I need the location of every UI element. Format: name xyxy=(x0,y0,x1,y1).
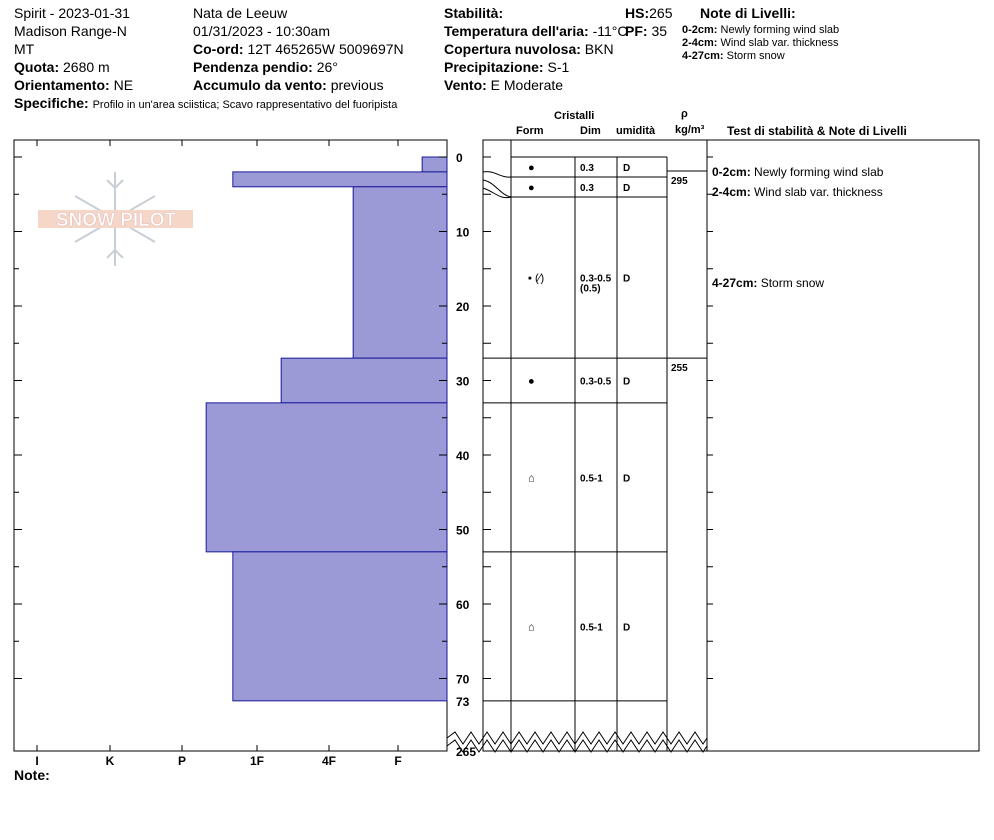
datetime: 01/31/2023 - 10:30am xyxy=(193,23,330,39)
crystal-size-secondary: (0.5) xyxy=(580,283,601,295)
density-value: 295 xyxy=(671,176,688,187)
crystal-form-symbol: ▪ (⁄) xyxy=(528,272,545,285)
depth-tick-label: 30 xyxy=(456,374,470,389)
crystal-size: 0.3-0.5 xyxy=(580,273,612,285)
crystal-moisture: D xyxy=(623,473,631,485)
range-name: Madison Range-N xyxy=(14,23,127,39)
hardness-bar xyxy=(233,552,447,701)
note-label: Note: xyxy=(14,767,50,783)
crystal-moisture: D xyxy=(623,163,631,174)
crystal-moisture: D xyxy=(623,622,631,634)
hardness-axis xyxy=(35,754,401,768)
hardness-tick-label: K xyxy=(105,754,115,768)
hardness-bars xyxy=(206,157,447,701)
crystal-size: 0.3 xyxy=(580,183,594,194)
depth-tick-label: 50 xyxy=(456,523,470,538)
layer-note: 2-4cm: Wind slab var. thickness xyxy=(682,37,839,49)
precipitation: Precipitazione: S-1 xyxy=(444,59,570,75)
crystal-moisture: D xyxy=(623,376,631,388)
depth-tick-label: 70 xyxy=(456,672,470,687)
observer-line: Spirit - 2023-01-31 xyxy=(14,5,130,21)
elevation: Quota: 2680 m xyxy=(14,59,110,75)
depth-tick-label: 0 xyxy=(456,151,463,165)
crystal-form-symbol: ⌂ xyxy=(528,472,535,485)
crystal-size: 0.3 xyxy=(580,163,594,174)
hs: HS:265 xyxy=(625,5,673,21)
layer-note: 4-27cm: Storm snow xyxy=(682,50,785,62)
stability-notes-header: Test di stabilità & Note di Livelli xyxy=(727,124,907,138)
air-temp: Temperatura dell'aria: -11°C xyxy=(444,23,628,39)
wind-loading: Accumulo da vento: previous xyxy=(193,77,384,93)
crystal-size: 0.5-1 xyxy=(580,622,603,634)
depth-tick-label: 10 xyxy=(456,225,470,240)
bottom-depth-label: 265 xyxy=(456,745,477,759)
form-header: Form xyxy=(516,125,544,137)
size-header: Dim xyxy=(580,125,601,137)
hardness-tick-label: P xyxy=(177,754,187,768)
slope: Pendenza pendio: 26° xyxy=(193,59,338,75)
connector-line xyxy=(483,172,511,177)
hardness-tick-label: 1F xyxy=(249,754,265,768)
crystal-form-symbol: ● xyxy=(528,162,535,174)
depth-tick-label: 73 xyxy=(456,694,470,709)
layer-notes-title: Note di Livelli: xyxy=(700,5,796,21)
crystal-moisture: D xyxy=(623,183,631,194)
depth-tick-label: 40 xyxy=(456,449,470,463)
moisture-header: umidità xyxy=(616,125,656,137)
sky-cover: Copertura nuvolosa: BKN xyxy=(444,41,614,57)
crystal-moisture: D xyxy=(623,273,631,285)
hardness-tick-label: 4F xyxy=(321,754,337,768)
aspect: Orientamento: NE xyxy=(14,77,134,93)
stability-notes xyxy=(712,165,884,290)
wind: Vento: E Moderate xyxy=(444,77,564,93)
connector-line xyxy=(483,188,511,198)
layer-note-text: 4-27cm: Storm snow xyxy=(712,276,825,290)
specifics: Specifiche: Profilo in un'area sciistica; Scavo rappresentativo del fuoripista xyxy=(14,95,398,111)
hardness-bar xyxy=(281,358,447,403)
density-unit-header: kg/m³ xyxy=(675,124,705,136)
snowpilot-logo xyxy=(38,172,193,266)
depth-axis xyxy=(456,151,470,709)
hardness-tick-label: F xyxy=(394,754,402,768)
density-values xyxy=(667,171,707,374)
hardness-tick-label: I xyxy=(35,754,39,768)
layer-note-text: 2-4cm: Wind slab var. thickness xyxy=(712,185,883,199)
crystal-form-symbol: ● xyxy=(528,182,535,194)
depth-tick-label: 20 xyxy=(456,300,470,314)
layer-note: 0-2cm: Newly forming wind slab xyxy=(682,24,840,36)
rho-header: ρ xyxy=(681,108,688,120)
crystals-header: Cristalli xyxy=(554,110,595,122)
crystal-form-symbol: ⌂ xyxy=(528,621,535,634)
logo-text: SNOW PILOT xyxy=(55,210,177,231)
stability: Stabilità: xyxy=(444,5,504,21)
hardness-bar xyxy=(206,403,447,552)
coordinates: Co-ord: 12T 465265W 5009697N xyxy=(193,41,404,57)
depth-tick-label: 60 xyxy=(456,598,470,612)
crystal-size: 0.5-1 xyxy=(580,473,603,485)
pf: PF: 35 xyxy=(625,23,668,39)
hardness-bar xyxy=(353,187,447,358)
state-name: MT xyxy=(14,41,35,57)
hardness-bar xyxy=(233,172,447,187)
hardness-bar xyxy=(422,157,447,172)
crystal-size: 0.3-0.5 xyxy=(580,376,612,388)
density-value: 255 xyxy=(671,363,688,375)
crystal-form-symbol: ● xyxy=(528,375,535,388)
layer-note-text: 0-2cm: Newly forming wind slab xyxy=(712,165,884,179)
observer-name: Nata de Leeuw xyxy=(193,5,288,21)
crystal-table-frame xyxy=(483,140,979,751)
